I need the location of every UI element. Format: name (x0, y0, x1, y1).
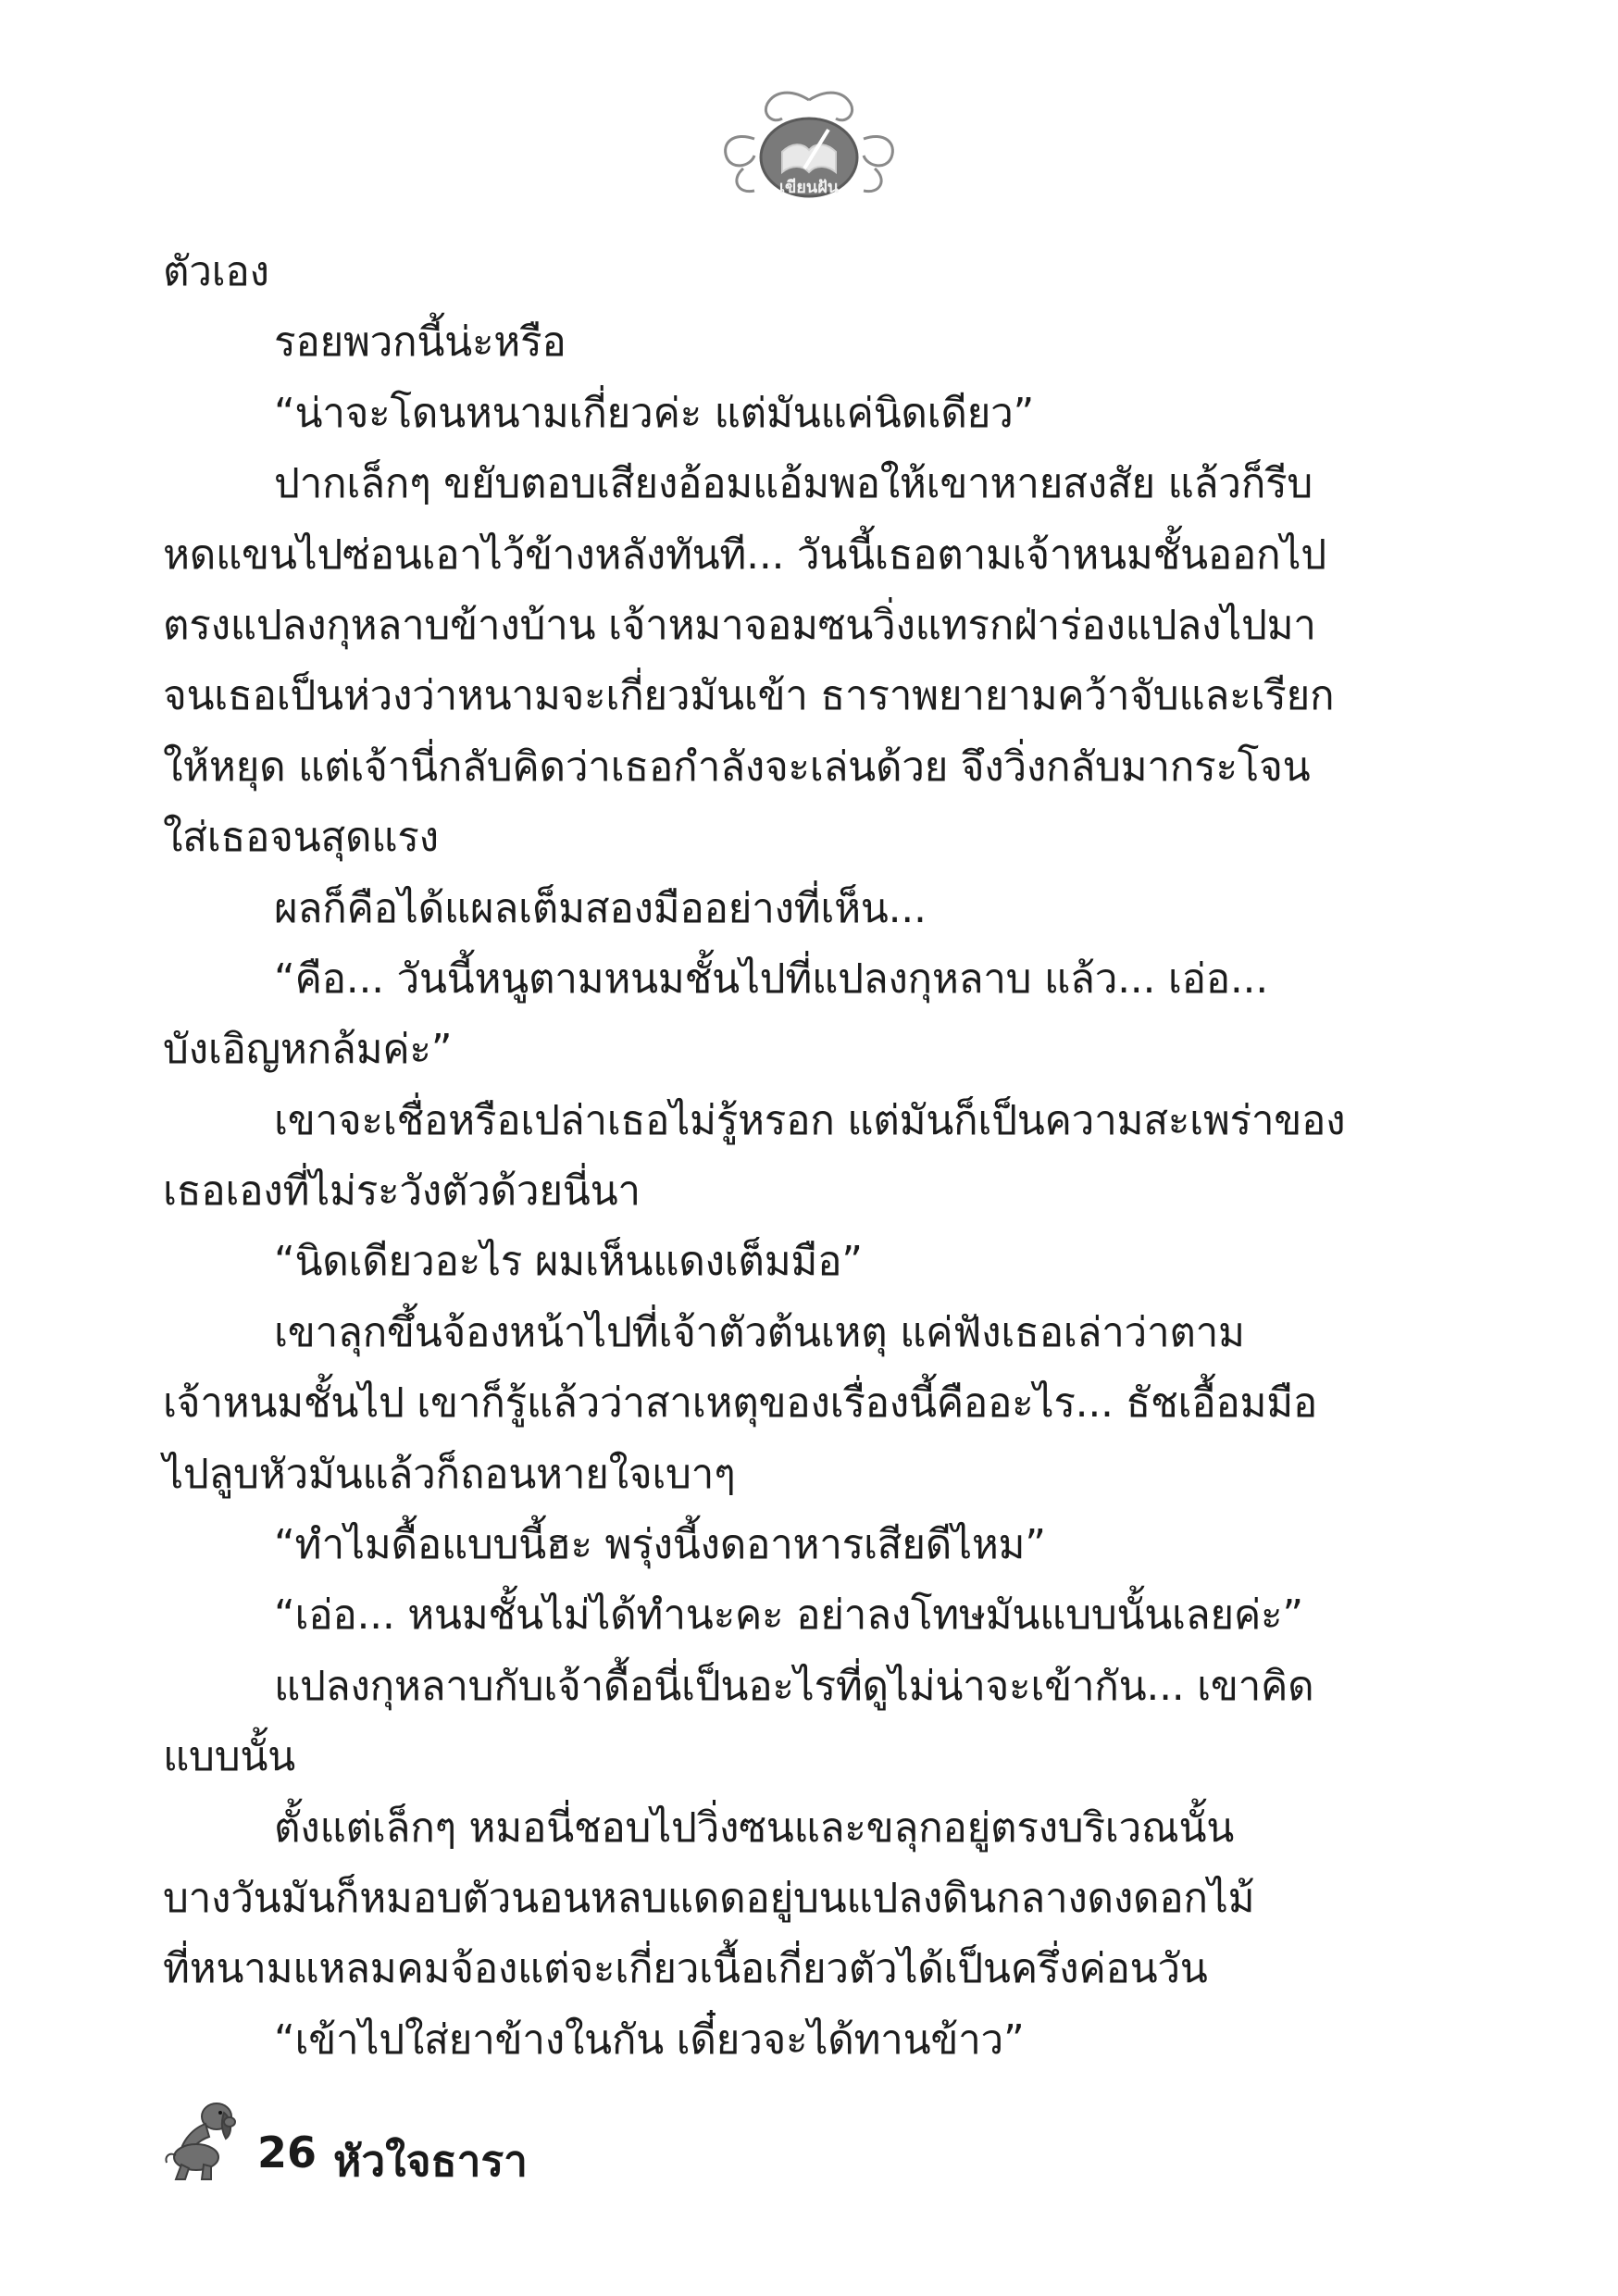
page-footer (163, 2090, 811, 2192)
dachshund-dog-icon (163, 2090, 246, 2183)
text-line: ตัวเอง (163, 248, 269, 295)
text-line: แบบนั้น (163, 1733, 295, 1781)
text-line: จนเธอเป็นห่วงว่าหนามจะเกี่ยวมันเข้า ธาราพยายามคว้าจับและเรียก (163, 672, 1335, 720)
text-line: “น่าจะโดนหนามเกี่ยวค่ะ แต่มันแค่นิดเดียว” (274, 389, 1035, 437)
emblem-text: เขียนฝัน (778, 178, 840, 197)
text-line: ผลก็คือได้แผลเต็มสองมืออย่างที่เห็น... (274, 884, 927, 932)
text-line: ตรงแปลงกุหลาบข้างบ้าน เจ้าหมาจอมซนวิ่งแทรกฝ่าร่องแปลงไปมา (163, 601, 1316, 649)
text-line: ปากเล็กๆ ขยับตอบเสียงอ้อมแอ้มพอให้เขาหายสงสัย แล้วก็รีบ (274, 460, 1313, 508)
text-line: เธอเองที่ไม่ระวังตัวด้วยนี่นา (163, 1167, 641, 1216)
text-line: เจ้าหนมชั้นไป เขาก็รู้แล้วว่าสาเหตุของเรื่องนี้คืออะไร... ธัชเอื้อมมือ (163, 1379, 1318, 1428)
text-line: แปลงกุหลาบกับเจ้าดื้อนี่เป็นอะไรที่ดูไม่น่าจะเข้ากัน... เขาคิด (274, 1662, 1314, 1710)
text-line: บังเอิญหกล้มค่ะ” (163, 1026, 453, 1074)
text-line: “เอ่อ... หนมชั้นไม่ได้ทำนะคะ อย่าลงโทษมันแบบนั้นเลยค่ะ” (274, 1591, 1303, 1640)
text-line: “เข้าไปใส่ยาข้างในกัน เดี๋ยวจะได้ทานข้าว” (274, 2015, 1025, 2064)
text-line: ให้หยุด แต่เจ้านี่กลับคิดว่าเธอกำลังจะเล่นด้วย จึงวิ่งกลับมากระโจน (163, 742, 1311, 791)
text-line: รอยพวกนี้น่ะหรือ (274, 318, 566, 367)
text-line: ตั้งแต่เล็กๆ หมอนี่ชอบไปวิ่งซนและขลุกอยู่ตรงบริเวณนั้น (274, 1803, 1234, 1852)
body-text (163, 237, 1366, 2076)
text-line: “คือ... วันนี้หนูตามหนมชั้นไปที่แปลงกุหลาบ แล้ว... เอ่อ... (274, 955, 1268, 1003)
book-quill-emblem-icon (690, 83, 928, 204)
text-line: “ทำไมดื้อแบบนี้ฮะ พรุ่งนี้งดอาหารเสียดีไหม” (274, 1521, 1046, 1569)
text-line: หดแขนไปซ่อนเอาไว้ข้างหลังทันที... วันนี้เธอตามเจ้าหนมชั้นออกไป (163, 530, 1326, 579)
text-line: ใส่เธอจนสุดแรง (163, 814, 439, 862)
text-line: “นิดเดียวอะไร ผมเห็นแดงเต็มมือ” (274, 1238, 863, 1286)
text-line: ไปลูบหัวมันแล้วก็ถอนหายใจเบาๆ (163, 1450, 736, 1498)
page-number: 26 (257, 2128, 317, 2177)
text-line: เขาจะเชื่อหรือเปล่าเธอไม่รู้หรอก แต่มันก็เป็นความสะเพร่าของ (274, 1096, 1346, 1144)
text-line: เขาลุกขึ้นจ้องหน้าไปที่เจ้าตัวต้นเหตุ แค่ฟังเธอเล่าว่าตาม (274, 1308, 1245, 1356)
text-line: บางวันมันก็หมอบตัวนอนหลบแดดอยู่บนแปลงดินกลางดงดอกไม้ (163, 1874, 1255, 1922)
book-title: หัวใจธารา (333, 2136, 529, 2186)
text-line: ที่หนามแหลมคมจ้องแต่จะเกี่ยวเนื้อเกี่ยวตัวได้เป็นครึ่งค่อนวัน (163, 1945, 1208, 1993)
